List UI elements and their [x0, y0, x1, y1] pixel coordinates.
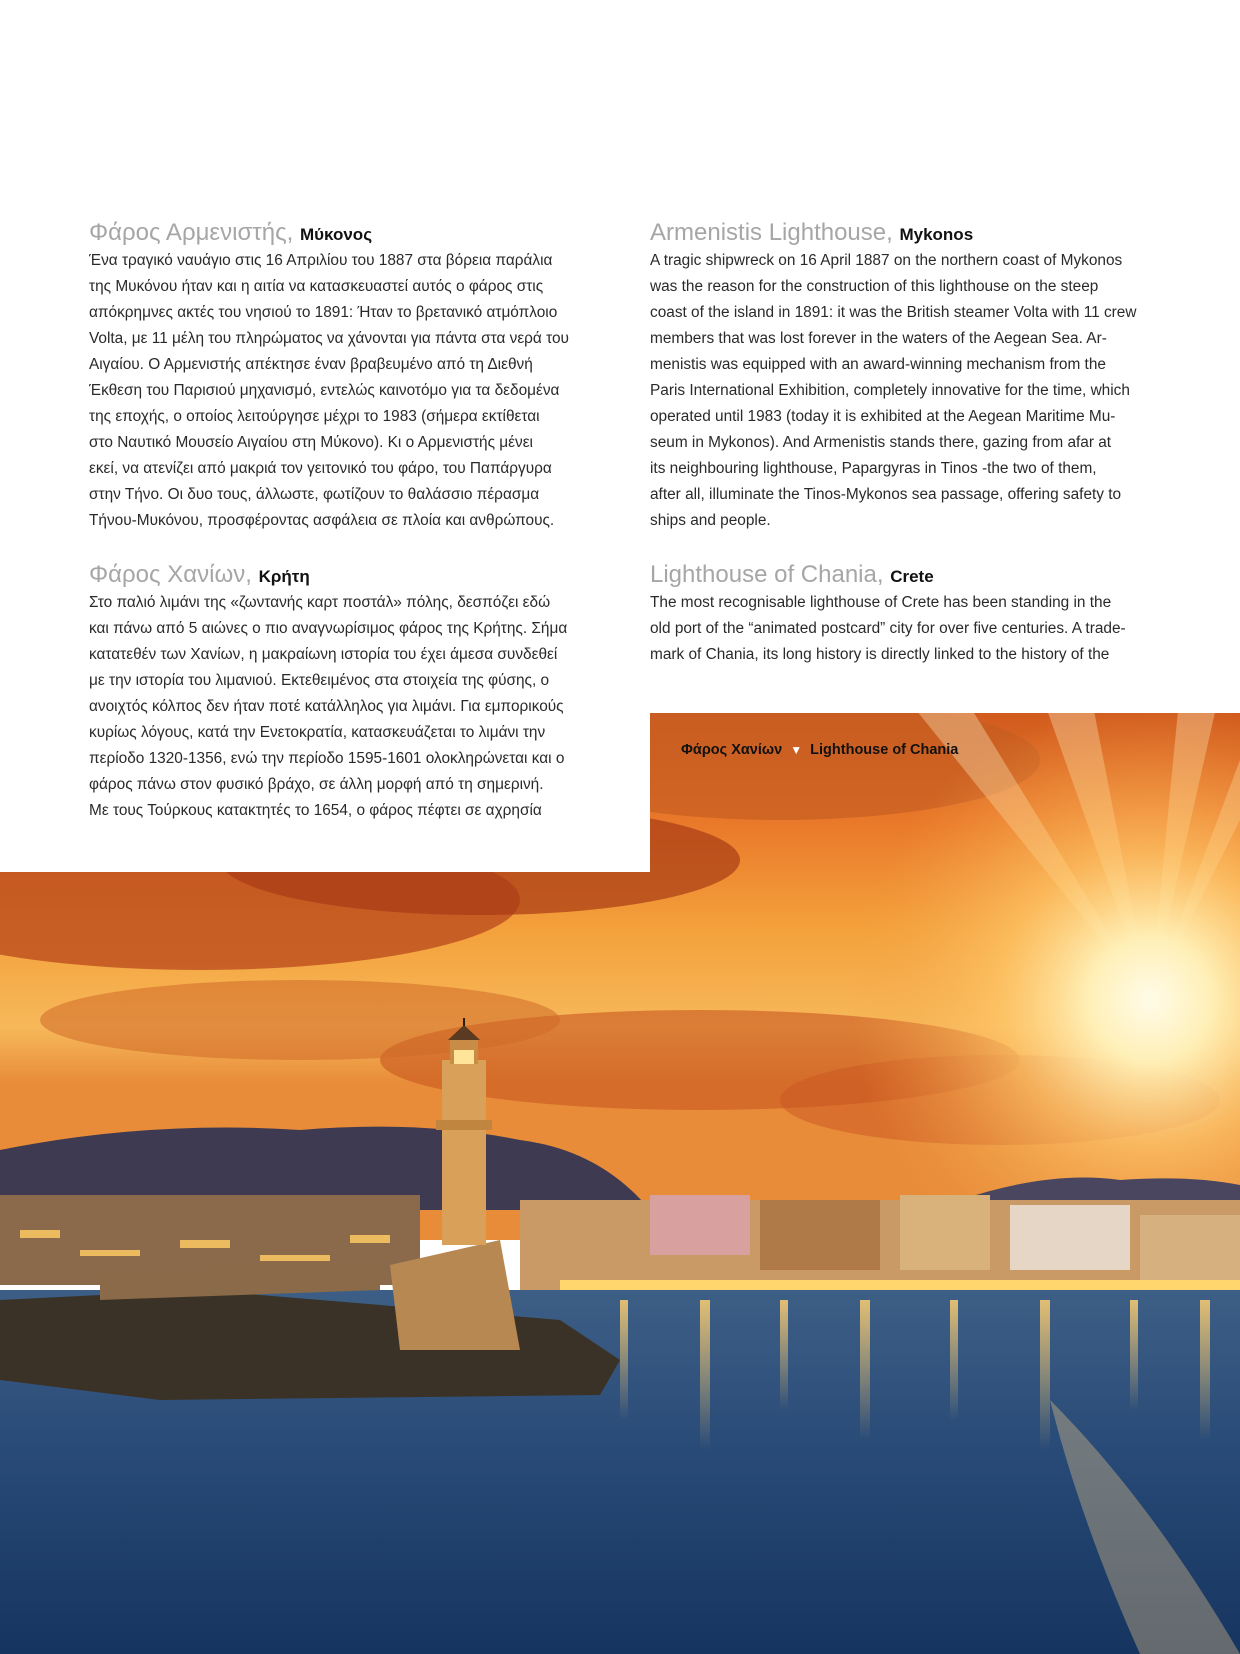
- text-line: εκεί, να ατενίζει από μακριά τον γειτονικό του φάρο, του Παπάργυρα: [89, 460, 552, 477]
- english-chania-place: Crete: [890, 567, 934, 586]
- english-chania-section: [650, 560, 1152, 668]
- greek-chania-title: Φάρος Χανίων,: [89, 561, 252, 588]
- text-line: κυρίως λόγους, κατά την Ενετοκρατία, κατασκευάζεται το λιμάνι την: [89, 724, 546, 741]
- english-mykonos-section: [650, 218, 1152, 534]
- greek-chania-section: [89, 560, 591, 824]
- text-line: Στο παλιό λιμάνι της «ζωντανής καρτ ποστάλ» πόλης, δεσπόζει εδώ: [89, 594, 551, 611]
- text-line: Volta, με 11 μέλη του πληρώματος να χάνονται για πάντα στα νερά του: [89, 330, 569, 347]
- text-line: its neighbouring lighthouse, Papargyras in Tinos -the two of them,: [650, 460, 1097, 477]
- caption-english: Lighthouse of Chania: [810, 742, 959, 758]
- text-line: της εποχής, ο οποίος λειτούργησε μέχρι το 1983 (σήμερα εκτίθεται: [89, 408, 540, 425]
- text-line: Με τους Τούρκους κατακτητές το 1654, ο φάρος πέφτει σε αχρησία: [89, 802, 542, 819]
- caption-greek: Φάρος Χανίων: [681, 742, 783, 758]
- text-line: seum in Mykonos). And Armenistis stands there, gazing from afar at: [650, 434, 1112, 451]
- text-line: απόκρημνες ακτές του νησιού το 1891: Ήταν το βρετανικό ατμόπλοιο: [89, 304, 558, 321]
- text-line: της Μυκόνου ήταν και η αιτία να κατασκευαστεί αυτός ο φάρος στις: [89, 278, 544, 295]
- greek-chania-text: [89, 590, 591, 824]
- greek-chania-heading: [89, 560, 591, 590]
- text-line: coast of the island in 1891: it was the British steamer Volta with 11 crew: [650, 304, 1137, 321]
- text-line: menistis was equipped with an award-winning mechanism from the: [650, 356, 1106, 373]
- text-line: και πάνω από 5 αιώνες ο πιο αναγνωρίσιμος φάρος της Κρήτης. Σήμα: [89, 620, 568, 637]
- text-line: ανοιχτός κόλπος δεν ήταν ποτέ κατάλληλος για λιμάνι. Για εμπορικούς: [89, 698, 564, 715]
- text-line: old port of the “animated postcard” city for over five centuries. A trade-: [650, 620, 1126, 637]
- greek-mykonos-text: [89, 248, 591, 534]
- greek-mykonos-title: Φάρος Αρμενιστής,: [89, 219, 294, 246]
- text-line: A tragic shipwreck on 16 April 1887 on the northern coast of Mykonos: [650, 252, 1123, 269]
- text-line: The most recognisable lighthouse of Crete has been standing in the: [650, 594, 1112, 611]
- text-line: Paris International Exhibition, completely innovative for the time, which: [650, 382, 1130, 399]
- greek-mykonos-place: Μύκονος: [300, 225, 373, 244]
- text-line: με την ιστορία του λιμανιού. Εκτεθειμένος στα στοιχεία της φύσης, ο: [89, 672, 550, 689]
- greek-mykonos-heading: [89, 218, 591, 248]
- english-mykonos-text: [650, 248, 1152, 534]
- text-line: was the reason for the construction of this lighthouse on the steep: [650, 278, 1099, 295]
- triangle-down-icon: ▼: [790, 743, 803, 757]
- photo-caption: [681, 742, 958, 758]
- text-line: κατατεθέν των Χανίων, η μακραίωνη ιστορία του έχει άμεσα συνδεθεί: [89, 646, 558, 663]
- english-chania-title: Lighthouse of Chania,: [650, 561, 884, 588]
- text-line: Έκθεση του Παρισιού μηχανισμό, εντελώς καινοτόμο για τα δεδομένα: [89, 382, 560, 399]
- text-line: after all, illuminate the Tinos-Mykonos sea passage, offering safety to: [650, 486, 1122, 503]
- text-line: Ένα τραγικό ναυάγιο στις 16 Απριλίου του 1887 στα βόρεια παράλια: [89, 252, 553, 269]
- text-line: members that was lost forever in the waters of the Aegean Sea. Ar-: [650, 330, 1107, 347]
- greek-chania-place: Κρήτη: [258, 567, 310, 586]
- english-chania-heading: [650, 560, 1152, 590]
- text-line: Αιγαίου. Ο Αρμενιστής απέκτησε έναν βραβευμένο από τη Διεθνή: [89, 356, 533, 373]
- text-line: mark of Chania, its long history is directly linked to the history of the: [650, 646, 1110, 663]
- text-line: περίοδο 1320-1356, ενώ την περίοδο 1595-1601 ολοκληρώνεται και ο: [89, 750, 565, 767]
- text-line: στο Ναυτικό Μουσείο Αιγαίου στη Μύκονο). Κι ο Αρμενιστής μένει: [89, 434, 533, 451]
- english-chania-text: [650, 590, 1152, 668]
- text-line: operated until 1983 (today it is exhibited at the Aegean Maritime Mu-: [650, 408, 1116, 425]
- text-line: Τήνου-Μυκόνου, προσφέροντας ασφάλεια σε πλοία και ανθρώπους.: [89, 512, 555, 529]
- english-mykonos-title: Armenistis Lighthouse,: [650, 219, 893, 246]
- english-mykonos-place: Mykonos: [899, 225, 974, 244]
- text-line: ships and people.: [650, 512, 771, 529]
- text-line: φάρος πάνω στον φυσικό βράχο, σε άλλη μορφή από τη σημερινή.: [89, 776, 544, 793]
- greek-mykonos-section: [89, 218, 591, 534]
- english-mykonos-heading: [650, 218, 1152, 248]
- text-line: στην Τήνο. Οι δυο τους, άλλωστε, φωτίζουν το θαλάσσιο πέρασμα: [89, 486, 540, 503]
